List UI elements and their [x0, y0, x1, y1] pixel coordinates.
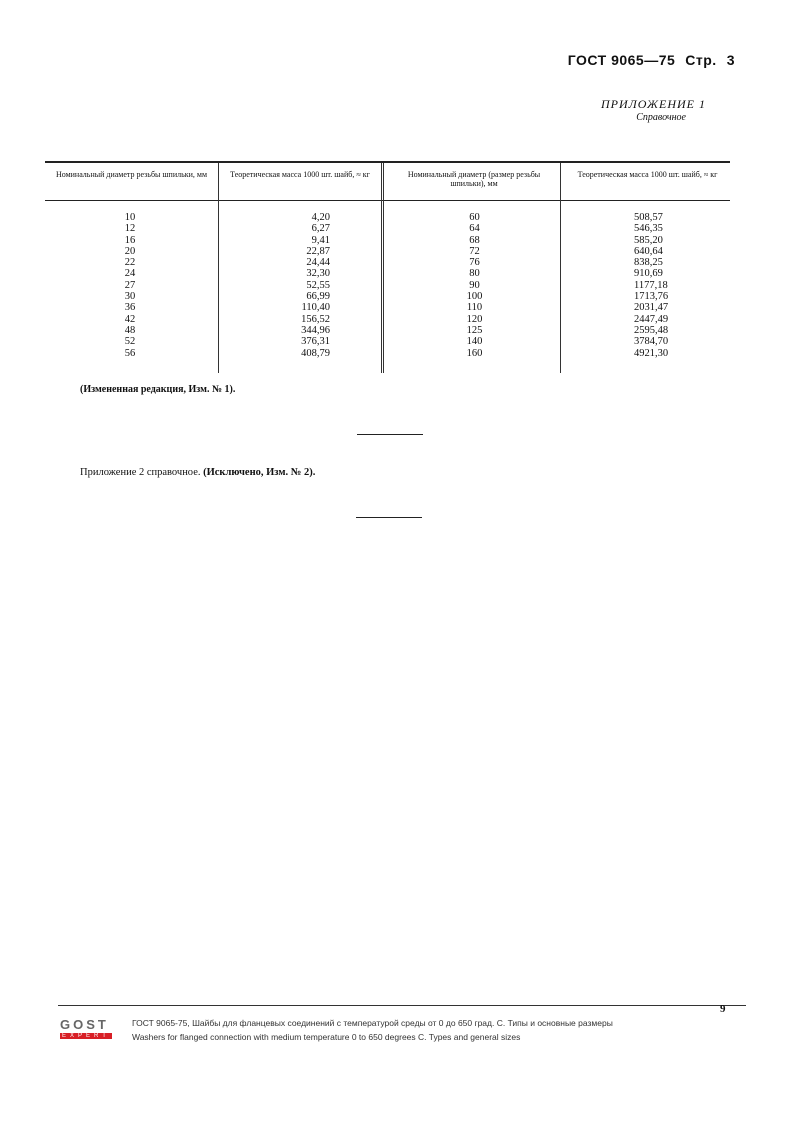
table-cell: 376,31 [301, 336, 330, 348]
column-diameter-2 [457, 212, 492, 359]
column-mass-2 [615, 212, 725, 359]
table-cell: 585,20 [634, 234, 663, 246]
table-cell: 2031,47 [634, 302, 669, 314]
table-cell: 3784,70 [634, 336, 669, 348]
table-cell: 90 [469, 279, 480, 291]
table-cell: 52 [124, 336, 136, 348]
table-cell: 60 [469, 212, 480, 223]
page-number: 3 [726, 52, 735, 68]
table-cell: 72 [469, 245, 480, 257]
table-cell: 76 [469, 257, 480, 269]
table-cell: 68 [469, 234, 480, 246]
table-cell: 42 [124, 313, 136, 325]
separator [356, 517, 422, 518]
table-cell: 140 [466, 336, 483, 348]
table-cell: 22,87 [306, 245, 330, 257]
table-cell: 640,64 [634, 245, 663, 257]
column-mass-1 [245, 212, 330, 359]
table-cell: 30 [124, 291, 136, 303]
appendix-2-note [80, 467, 315, 478]
table-cell: 110,40 [301, 302, 330, 314]
column-diameter-1 [115, 212, 145, 359]
table-header-rule [45, 200, 730, 201]
footer-title-ru: ГОСТ 9065-75, Шайбы для фланцевых соединений с температурой среды от 0 до 650 град. С. Типы и основные размеры [132, 1018, 613, 1028]
table-cell: 4,20 [311, 212, 330, 223]
page-header [558, 52, 735, 68]
table-cell: 110 [466, 302, 483, 314]
appendix-2-excluded: (Исключено, Изм. № 2). [203, 467, 316, 478]
table-cell: 12 [124, 223, 136, 235]
table-cell: 160 [466, 347, 483, 359]
table-cell: 64 [469, 223, 480, 235]
table-cell: 100 [466, 291, 483, 303]
table-cell: 66,99 [306, 291, 330, 303]
amendment-note: (Измененная редакция, Изм. № 1). [80, 384, 236, 395]
table-cell: 9,41 [311, 234, 330, 246]
table-cell: 48 [124, 324, 136, 336]
table-cell: 838,25 [634, 257, 663, 269]
header-cell: Теоретическая масса 1000 шт. шайб, ≈ кг [230, 170, 370, 179]
appendix-subtitle: Справочное [636, 112, 686, 123]
table-cell: 32,30 [306, 268, 330, 280]
table-cell: 1177,18 [634, 279, 668, 291]
table-cell: 20 [124, 245, 136, 257]
appendix-title: ПРИЛОЖЕНИЕ 1 [601, 97, 706, 111]
table-cell: 36 [124, 302, 136, 314]
table-top-rule [45, 161, 730, 163]
table-cell: 16 [124, 234, 136, 246]
column-divider [218, 163, 219, 373]
table-cell: 80 [469, 268, 480, 280]
footer-rule [58, 1005, 746, 1006]
table-cell: 344,96 [301, 324, 330, 336]
header-cell: Номинальный диаметр резьбы шпильки, мм [55, 170, 208, 179]
header-cell: Номинальный диаметр (размер резьбы шпильки), мм [407, 170, 541, 188]
table-cell: 156,52 [301, 313, 330, 325]
table-cell: 56 [124, 347, 136, 359]
column-divider [381, 163, 384, 373]
table-cell: 10 [124, 212, 136, 223]
logo-bottom: EXPERT [62, 1033, 110, 1039]
logo-top: GOST [60, 1017, 109, 1032]
table-cell: 910,69 [634, 268, 663, 280]
table-cell: 546,35 [634, 223, 663, 235]
column-divider [560, 163, 561, 373]
table-cell: 1713,76 [634, 291, 669, 303]
table-cell: 2447,49 [634, 313, 669, 325]
footer-title-en: Washers for flanged connection with medium temperature 0 to 650 degrees C. Types and general sizes [132, 1032, 521, 1042]
page-mark: 9 [720, 1003, 726, 1015]
table-cell: 2595,48 [634, 324, 669, 336]
gost-expert-logo [60, 1017, 112, 1039]
table-cell: 125 [466, 324, 483, 336]
table-cell: 120 [466, 313, 483, 325]
appendix-2-text: Приложение 2 справочное. [80, 467, 204, 478]
table-cell: 22 [124, 257, 136, 269]
table-cell: 24,44 [306, 257, 330, 269]
doc-number: ГОСТ 9065—75 [567, 52, 676, 68]
page-label: Стр. [685, 52, 717, 68]
table-cell: 27 [124, 279, 136, 291]
table-cell: 24 [124, 268, 136, 280]
table-cell: 408,79 [301, 347, 330, 359]
separator [357, 434, 423, 435]
table-cell: 52,55 [306, 279, 330, 291]
table-cell: 6,27 [311, 223, 330, 235]
table-cell: 4921,30 [634, 347, 669, 359]
header-cell: Теоретическая масса 1000 шт. шайб, ≈ кг [577, 170, 718, 179]
table-cell: 508,57 [634, 212, 663, 223]
